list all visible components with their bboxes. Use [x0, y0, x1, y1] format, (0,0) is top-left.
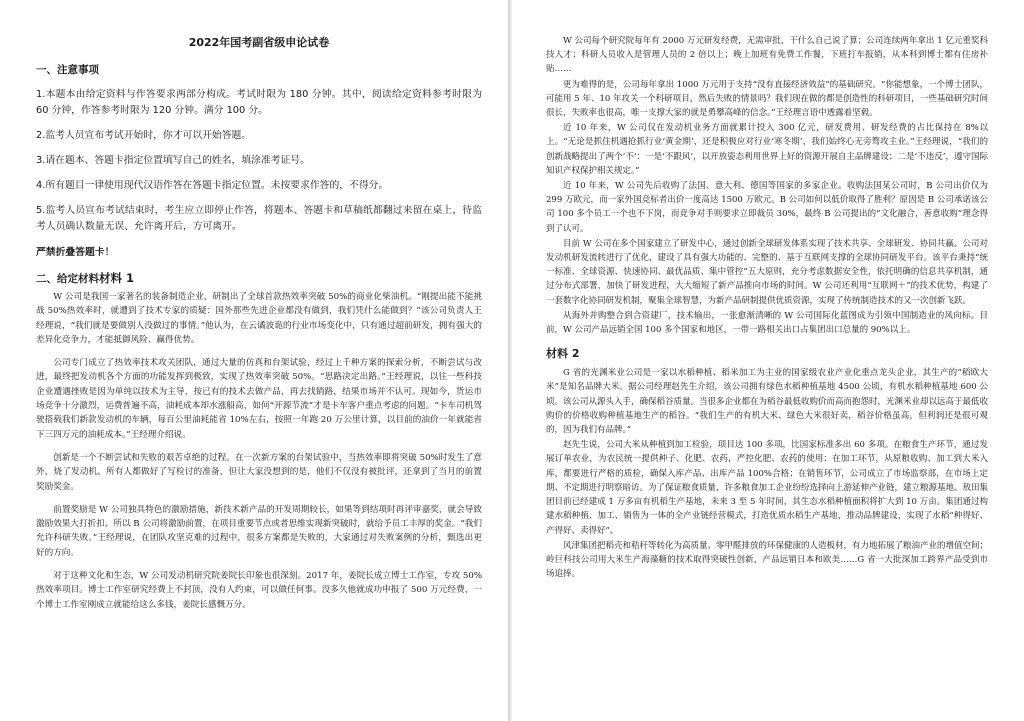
material1-paragraph: W 公司是我国一家著名的装备制造企业，研制出了全球首款热效率突破 50%的商业化柴油机。“刚提出能不能挑战 50%热效率时，就遭到了技术专家的质疑：国外那些先进企业都没有做到，我们凭什么能做到？”该公司负责人王经理说，“我们就是要做别人没做过的事情。”他认为，在云谲波诡的行业市场变化中，只有通过超前研发，拥有强大的差异化竞争力，才能抵御风险、赢得优势。 [36, 292, 482, 345]
material1-paragraph: W 公司每个研究院每年有 2000 万元研发经费，无需审批，干什么自己说了算；公司连续两年拿出 1 亿元重奖科技人才；科研人员收入是管理人员的 2 倍以上；晚上加班有免费工作餐，下班打车报销，从本科到博士都有住房补贴…… [546, 36, 988, 75]
warning-text: 严禁折叠答题卡！ [36, 247, 115, 258]
material2-paragraph: 赵先生说，公司大米从种植到加工检验，项目达 100 多项，比国家标准多出 60 多项。在粮食生产环节，通过发展订单农业，为农民统一提供种子、化肥、农药，严控化肥、农药的使用；在加工环节，从原粮收购、加工到大米入库，都要进行严格的质检，确保入库产品、出库产品 100%合格；在销售环节，公司成立了市场监察部，在市场上定期、不定期进行明察暗访。为了保证粮食质量，许多粮食加工企业纷纷选择向上游延伸产业链，建立粮源基地。敖田集团目前已经建成 1 万多亩有机稻生产基地，未来 3 至 5 年时间，其生态水稻种植面积将扩大到 10 万亩。集团通过构建水稻种植、加工、销售为一体的全产业链经营模式，打造优质水稻生产基地，推动品牌建设，实现了水稻“种得好、产得好、卖得好”。 [546, 440, 989, 536]
material2-paragraph: G 省的光渊米业公司是一家以水稻种植、稻米加工为主业的国家级农业产业化重点龙头企业，其生产的“稻欧大米”是知名品牌大米。据公司经理赵先生介绍，该公司拥有绿色水稻种植基地 4500 公顷，有机水稻种植基地 600 公顷。该公司从源头入手，确保稻谷质量。当很多企业都在为稻谷最低收购价而高而抱怨时，光渊米业却以远高于最低收购价的价格收购种植基地生产的稻谷。“我们生产的有机大米、绿色大米很好卖，稻谷价格虽高，但利润还是很可观的，因为我们有品牌。” [546, 368, 989, 436]
notice-item: 4.所有题目一律使用现代汉语作答在答题卡指定位置。未按要求作答的，不得分。 [36, 180, 389, 191]
notice-item: 1.本题本由给定资料与作答要求两部分构成。考试时限为 180 分钟。其中，阅读给定资料参考时限为 60 分钟，作答参考时限为 120 分钟。满分 100 分。 [36, 89, 482, 116]
material1-paragraph: 近 10 年来，W 公司先后收购了法国、意大利、德国等国家的多家企业。收购法国某公司时，B 公司出价仅为 299 万欧元，而一家外国竞标者出价一度高达 1500 万欧元。B 公司如何以低价取得了胜利？原因是 B 公司承诺该公司 100 多个员工一个也不下岗，而竞争对手则要求立即裁员 30%，最终 B 公司提出的“文化融合，善意收购”理念得到了认可。 [546, 181, 988, 234]
material1-paragraph: 公司专门成立了热效率技术攻关团队，通过大量的仿真和台架试验，经过上千种方案的探索分析，不断尝试与改进，最终把发动机各个方面的功能发挥到极致，实现了热效率突破 50%。“思路决定出路。”王经理说，以往一些科技企业遭遇挫败是因为单纯以技术为主导，按已有的技术去做产品，再去找销路，结果市场并不认可。现如今，货运市场竞争十分激烈，运费普遍不高，油耗成本却水涨船高，如何“开源节流”才是卡车客户重点考虑的问题。“卡车司机驾驶搭载我们新款发动机的车辆，每百公里油耗能省 10%左右，按照一年跑 20 万公里计算，以目前的油价一年就能省下三四万元的油耗成本。”王经理介绍说。 [36, 358, 482, 440]
left-page [0, 0, 508, 721]
notice-item: 2.监考人员宣布考试开始时，你才可以开始答题。 [36, 130, 252, 141]
material2-paragraph: 风津集团把稻壳和秸秆等转化为高质量、零甲醛排放的环保健康的人造板材，有力地拓展了粮油产业的增值空间；岭巨科技公司用大米生产海藻糖的技术取得突破性创新，产品远销日本和欧美……G 省一大批深加工跨界产品受到市场追捧。 [546, 540, 989, 580]
notice-item: 5.监考人员宣布考试结束时，考生应立即停止作答，将题本、答题卡和草稿纸都翻过来留在桌上，待监考人员确认数量无误、允许离开后，方可离开。 [36, 205, 482, 232]
material1-heading: 材料 1 [99, 271, 135, 285]
material1-paragraph: 从海外并购整合到合资建厂，技术输出，一张愈渐清晰的 W 公司国际化蓝图成为引领中国制造业的风向标。目前，W 公司产品远销全国 100 多个国家和地区，一带一路相关出口占集团出口总量的 90%以上。 [546, 310, 988, 336]
materials-heading [36, 270, 482, 286]
right-page [512, 0, 1024, 721]
material2-heading: 材料 2 [546, 347, 580, 361]
material1-paragraph: 创新是一个不断尝试和失败的艰苦卓绝的过程。在一次新方案的台架试验中，当热效率即将突破 50%时发生了意外，烧了发动机。所有人都做好了写检讨的准备，但让大家没想到的是，他们不仅没有被批评，还拿到了当月的前置奖励奖金。 [36, 452, 482, 492]
material1-paragraph: 近 10 年来，W 公司仅在发动机业务方面就累计投入 300 亿元，研发费用、研发经费的占比保持在 8%以上。“无论是抓住机遇抢抓行业‘黄金期’，还是积极应对行业‘寒冬期’，我们始终心无旁骛攻主业。”王经理说，“我们的创新战略提出了两个‘不’：一是‘不跟风’，以开放姿态利用世界上好的资源开展自主品牌建设；二是‘不违反’，遵守国际知识产权保护相关规定。” [546, 123, 988, 176]
notice-item: 3.请在题本、答题卡指定位置填写自己的姓名，填涂准考证号。 [36, 155, 310, 166]
material1-paragraph: 对于这种文化和生态，W 公司发动机研究院姜院长印象也很深刻。2017 年，姜院长成立博士工作室，专攻 50%热效率项目。博士工作室研究经费上不封顶，没有人约束，可以做任何事。没多久他就成功申报了 500 万元经费，一个博士工作室刚成立就能给这么多钱，姜院长感慨万分。 [36, 571, 482, 610]
material1-paragraph: 目前 W 公司在多个国家建立了研发中心，通过创新全球研发体系实现了技术共享、全球研发、协同共赢。公司对发动机研发流转进行了优化，建设了具有强大功能的、完整的、基于互联网支撑的全球协同研发平台。该平台秉持“统一标准、全球资源、快速协同、最优品质、集中管控”五大原则，充分考虑数据安全性，依托明确的信息共享机制，通过分布式部署，加快了研发进程，大大缩短了新产品推向市场的时间。W 公司还利用“互联网＋”的技术优势，构建了一套数字化协同研发机制，聚集全球智慧，为新产品研制提供优质资源，实现了传统制造技术的又一次创新飞跃。 [546, 238, 988, 306]
notice-heading: 一、注意事项 [36, 64, 99, 76]
material1-paragraph: 前置奖励是 W 公司独具特色的激励措施，新技术新产品的开发周期较长，如果等到结项时再评审嘉奖，就会导致激励效果大打折扣。所以 B 公司将激励前置，在项目重要节点或者思维实现新突破时，就给予员工丰厚的奖金。“我们允许科研失败。”王经理说，在团队攻坚克难的过程中，很多方案都是失败的，大家通过对失败案例的分析，甄选出更好的方向。 [36, 504, 482, 558]
document-title: 2022年国考副省级申论试卷 [188, 36, 330, 49]
materials-heading-label: 二、给定材料 [36, 273, 99, 285]
material1-paragraph: 更为难得的是，公司每年拿出 1000 万元用于支持“没有直接经济效益”的基础研究。“你能想象，一个博士团队，可能用 5 年、10 年攻关一个科研项目，然后失败的情景吗？我们现在做的都是创造性的科研项目，一些基础研究时间很长，失败率也很高，唯一支撑大家的就是勇攀高峰的信念。”王经理言语中透露着坚毅。 [546, 79, 988, 119]
